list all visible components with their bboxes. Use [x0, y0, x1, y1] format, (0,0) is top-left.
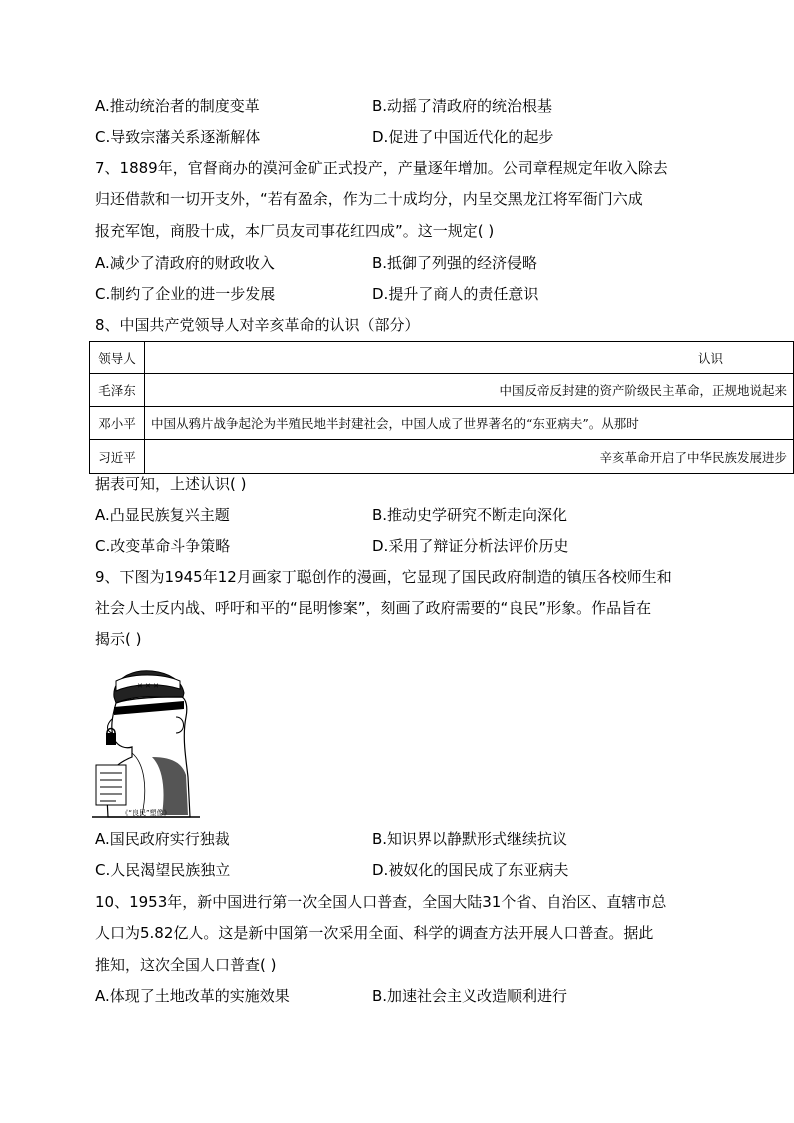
q6-option-c: C.导致宗藩关系逐渐解体: [95, 128, 261, 146]
q8-option-c: C.改变革命斗争策略: [95, 537, 231, 555]
q8-option-a: A.凸显民族复兴主题: [95, 506, 230, 524]
q10-stem-line1: 10、1953年，新中国进行第一次全国人口普查，全国大陆31个省、自治区、直辖市总: [95, 893, 667, 911]
q10-option-b: B.加速社会主义改造顺利进行: [372, 987, 568, 1005]
good-citizen-statue-cartoon: [92, 667, 200, 819]
table-row: [90, 440, 794, 474]
q8-stem-line2: 据表可知，上述认识( ): [95, 475, 247, 493]
q9-stem-line3: 揭示( ): [95, 630, 142, 648]
table-header-row: [90, 342, 794, 374]
q8-stem-line1: 8、中国共产党领导人对辛亥革命的认识（部分）: [95, 316, 420, 334]
table-row: [90, 374, 794, 407]
table-cell-leader: 毛泽东: [90, 374, 145, 407]
table-header-leader: 领导人: [90, 342, 145, 374]
table-cell-leader: 习近平: [90, 440, 145, 474]
leaders-table: [89, 341, 794, 474]
q7-option-b: B.抵御了列强的经济侵略: [372, 254, 538, 272]
q6-option-b: B.动摇了清政府的统治根基: [372, 97, 553, 115]
q7-stem-line3: 报充军饱，商股十成，本厂员友司事花红四成”。这一规定( ): [95, 222, 495, 240]
q8-option-d: D.采用了辩证分析法评价历史: [372, 537, 569, 555]
q9-stem-line1: 9、下图为1945年12月画家丁聪创作的漫画，它显现了国民政府制造的镇压各校师生和: [95, 568, 672, 586]
q7-option-a: A.减少了清政府的财政收入: [95, 254, 275, 272]
table-header-view: 认识: [145, 342, 794, 374]
q7-option-d: D.提升了商人的责任意识: [372, 285, 539, 303]
q9-option-a: A.国民政府实行独裁: [95, 830, 230, 848]
q10-stem-line2: 人口为5.82亿人。这是新中国第一次采用全面、科学的调查方法开展人口普查。据此: [95, 924, 654, 942]
q9-stem-line2: 社会人士反内战、呼吁和平的“昆明惨案”，刻画了政府需要的“良民”形象。作品旨在: [95, 599, 652, 617]
table-row: [90, 407, 794, 440]
q6-option-a: A.推动统治者的制度变革: [95, 97, 260, 115]
table-cell-view: 中国从鸦片战争起沦为半殖民地半封建社会，中国人成了世界著名的“东亚病夫”。从那时: [145, 407, 794, 440]
q7-stem-line1: 7、1889年，官督商办的漠河金矿正式投产，产量逐年增加。公司章程规定年收入除去: [95, 159, 668, 177]
q8-option-b: B.推动史学研究不断走向深化: [372, 506, 568, 524]
q7-option-c: C.制约了企业的进一步发展: [95, 285, 276, 303]
q6-option-d: D.促进了中国近代化的起步: [372, 128, 554, 146]
q7-stem-line2: 归还借款和一切开支外，“若有盈余，作为二十成均分，内呈交黑龙江将军衙门六成: [95, 190, 643, 208]
table-cell-leader: 邓小平: [90, 407, 145, 440]
q10-stem-line3: 推知，这次全国人口普查( ): [95, 956, 277, 974]
q10-option-a: A.体现了土地改革的实施效果: [95, 987, 290, 1005]
cartoon-caption: 《“良民”塑像》: [121, 809, 171, 817]
q9-option-b: B.知识界以静默形式继续抗议: [372, 830, 568, 848]
svg-text:✕ ✕ ✕: ✕ ✕ ✕: [136, 682, 160, 690]
table-cell-view: 辛亥革命开启了中华民族发展进步: [145, 440, 794, 474]
q9-option-c: C.人民渴望民族独立: [95, 861, 231, 879]
table-cell-view: 中国反帝反封建的资产阶级民主革命，正规地说起来: [145, 374, 794, 407]
q9-option-d: D.被奴化的国民成了东亚病夫: [372, 861, 569, 879]
